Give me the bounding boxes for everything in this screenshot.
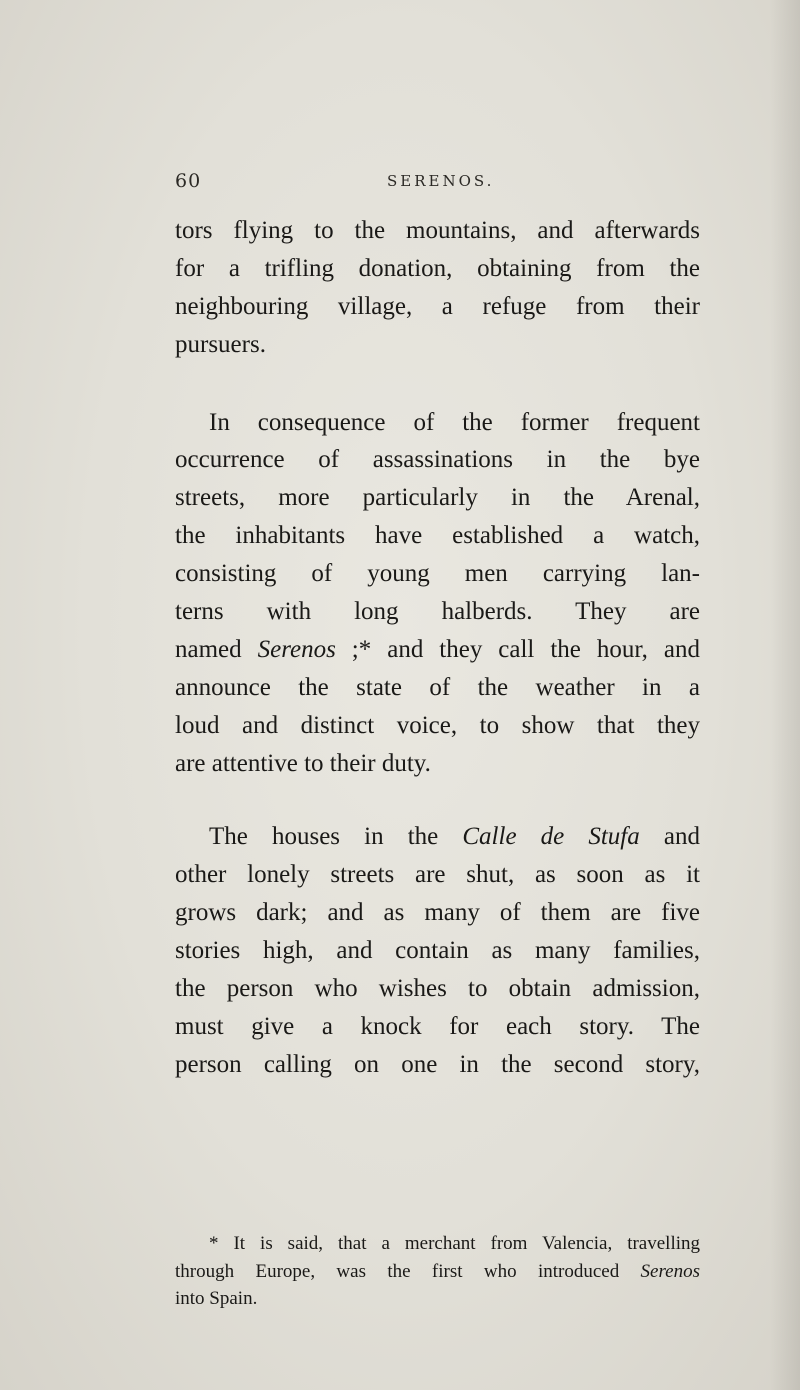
- text-line: are attentive to their duty.: [175, 749, 431, 777]
- text-line: stories high, and contain as many families,: [175, 937, 700, 965]
- text-line: streets, more particularly in the Arenal,: [175, 484, 700, 512]
- paragraph-2: [175, 404, 700, 783]
- paragraph-3: [175, 818, 700, 1083]
- italic-term-calle-de-stufa: Calle de Stufa: [462, 823, 640, 851]
- text-line: person calling on one in the second story,: [175, 1050, 700, 1078]
- text-line: other lonely streets are shut, as soon as it: [175, 861, 700, 889]
- text-line: In consequence of the former frequent: [209, 408, 700, 436]
- text-line: must give a knock for each story. The: [175, 1012, 700, 1040]
- paragraph-gap: [175, 782, 700, 818]
- text-line: the inhabitants have established a watch,: [175, 522, 700, 550]
- paragraph-gap: [175, 364, 700, 404]
- text-line: neighbouring village, a refuge from their: [175, 292, 700, 320]
- text-line: consisting of young men carrying lan-: [175, 560, 700, 588]
- italic-term-serenos: Serenos: [640, 1260, 700, 1282]
- text-line: tors flying to the mountains, and afterwards: [175, 217, 700, 244]
- text-fragment: and: [639, 823, 700, 851]
- text-line: the person who wishes to obtain admission,: [175, 975, 700, 1003]
- page-number: 60: [175, 170, 202, 192]
- italic-term-serenos: Serenos: [257, 635, 336, 663]
- body-text: [175, 212, 700, 1084]
- footnote-line: * It is said, that a merchant from Valencia, travelling: [209, 1233, 700, 1254]
- text-line: grows dark; and as many of them are five: [175, 899, 700, 927]
- text-line: loud and distinct voice, to show that they: [175, 711, 700, 739]
- text-line: [175, 818, 700, 856]
- text-fragment: named: [175, 635, 258, 663]
- text-fragment: through Europe, was the first who introduced: [175, 1260, 641, 1282]
- footnote-line: into Spain.: [175, 1288, 258, 1309]
- text-fragment: ;* and they call the hour, and: [335, 635, 700, 663]
- text-line: occurrence of assassinations in the bye: [175, 446, 700, 474]
- text-fragment: The houses in the: [209, 823, 463, 851]
- text-line: pursuers.: [175, 330, 266, 358]
- footnote-line: [175, 1258, 700, 1286]
- text-line: [175, 631, 700, 669]
- text-line: terns with long halberds. They are: [175, 598, 700, 626]
- text-line: for a trifling donation, obtaining from the: [175, 254, 700, 282]
- page-edge-shadow: [770, 0, 800, 1390]
- footnote: [175, 1230, 700, 1313]
- paragraph-1: [175, 212, 700, 364]
- running-head: SERENOS.: [387, 172, 495, 190]
- text-line: announce the state of the weather in a: [175, 673, 700, 701]
- page-header: [175, 170, 695, 196]
